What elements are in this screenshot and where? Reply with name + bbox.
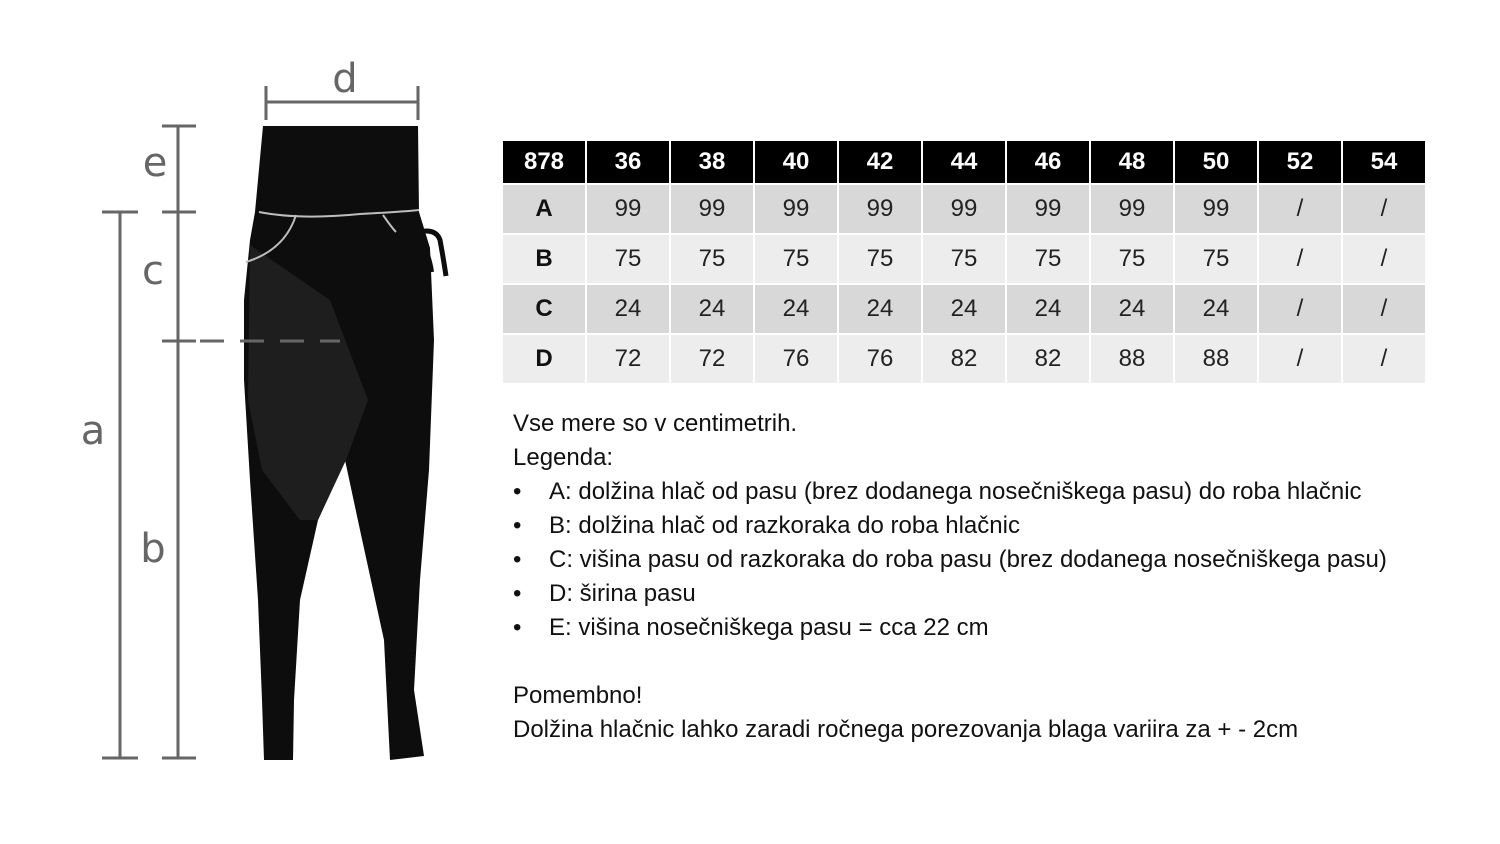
label-b: b <box>140 526 166 572</box>
header-cell: 52 <box>1259 141 1341 183</box>
table-cell: 82 <box>1007 335 1089 383</box>
table-cell: / <box>1343 335 1425 383</box>
pants-measurement-figure <box>0 0 500 844</box>
spacer <box>513 645 1483 679</box>
table-cell: 24 <box>839 285 921 333</box>
important-text: Dolžina hlačnic lahko zaradi ročnega porezovanja blaga variira za + - 2cm <box>513 716 1299 743</box>
table-row <box>503 285 1425 333</box>
table-row <box>503 185 1425 233</box>
header-cell: 36 <box>587 141 669 183</box>
table-cell: 82 <box>923 335 1005 383</box>
size-table <box>501 139 1427 385</box>
table-cell: 75 <box>839 235 921 283</box>
table-cell: / <box>1259 285 1341 333</box>
table-cell: 99 <box>1091 185 1173 233</box>
header-cell: 48 <box>1091 141 1173 183</box>
table-cell: 75 <box>671 235 753 283</box>
table-cell: 72 <box>587 335 669 383</box>
legend-item: • C: višina pasu od razkoraka do roba pasu (brez dodanega nosečniškega pasu) <box>513 543 1483 577</box>
label-a: a <box>80 408 106 454</box>
table-cell: 99 <box>1175 185 1257 233</box>
table-cell: 99 <box>755 185 837 233</box>
table-cell: / <box>1343 285 1425 333</box>
header-cell: 38 <box>671 141 753 183</box>
units-note: Vse mere so v centimetrih. <box>513 410 798 437</box>
table-cell: 76 <box>839 335 921 383</box>
header-cell: 50 <box>1175 141 1257 183</box>
row-label: B <box>503 235 585 283</box>
table-cell: 24 <box>1175 285 1257 333</box>
table-cell: 75 <box>1175 235 1257 283</box>
legend-item: • E: višina nosečniškega pasu = cca 22 cm <box>513 611 1483 645</box>
notes-block <box>513 407 1483 747</box>
table-row <box>503 335 1425 383</box>
dimension-a <box>102 212 138 758</box>
table-cell: 24 <box>1091 285 1173 333</box>
table-cell: 99 <box>839 185 921 233</box>
table-cell: 24 <box>587 285 669 333</box>
table-header-row <box>503 141 1425 183</box>
row-label: D <box>503 335 585 383</box>
header-cell: 42 <box>839 141 921 183</box>
table-cell: / <box>1259 185 1341 233</box>
table-cell: 99 <box>923 185 1005 233</box>
table-cell: 76 <box>755 335 837 383</box>
header-cell: 40 <box>755 141 837 183</box>
table-cell: 88 <box>1091 335 1173 383</box>
table-cell: / <box>1259 335 1341 383</box>
label-d: d <box>332 56 358 102</box>
legend-item: • D: širina pasu <box>513 577 1483 611</box>
header-cell: 878 <box>503 141 585 183</box>
label-c: c <box>142 248 164 294</box>
header-cell: 54 <box>1343 141 1425 183</box>
table-cell: 75 <box>1007 235 1089 283</box>
table-cell: 99 <box>671 185 753 233</box>
header-cell: 46 <box>1007 141 1089 183</box>
table-cell: 75 <box>755 235 837 283</box>
table-row <box>503 235 1425 283</box>
legend-list <box>513 475 1483 645</box>
table-cell: 88 <box>1175 335 1257 383</box>
row-label: C <box>503 285 585 333</box>
table-cell: 24 <box>923 285 1005 333</box>
table-cell: 99 <box>587 185 669 233</box>
legend-item: • A: dolžina hlač od pasu (brez dodanega nosečniškega pasu) do roba hlačnic <box>513 475 1483 509</box>
table-cell: 24 <box>671 285 753 333</box>
table-cell: 99 <box>1007 185 1089 233</box>
label-e: e <box>142 140 168 186</box>
legend-title: Legenda: <box>513 444 614 471</box>
header-cell: 44 <box>923 141 1005 183</box>
table-cell: 75 <box>923 235 1005 283</box>
table-cell: 24 <box>755 285 837 333</box>
pants-silhouette <box>244 126 446 760</box>
table-cell: 75 <box>587 235 669 283</box>
table-cell: / <box>1343 185 1425 233</box>
row-label: A <box>503 185 585 233</box>
table-cell: / <box>1343 235 1425 283</box>
table-cell: 75 <box>1091 235 1173 283</box>
table-cell: / <box>1259 235 1341 283</box>
important-title: Pomembno! <box>513 682 643 709</box>
table-cell: 72 <box>671 335 753 383</box>
table-cell: 24 <box>1007 285 1089 333</box>
legend-item: • B: dolžina hlač od razkoraka do roba hlačnic <box>513 509 1483 543</box>
